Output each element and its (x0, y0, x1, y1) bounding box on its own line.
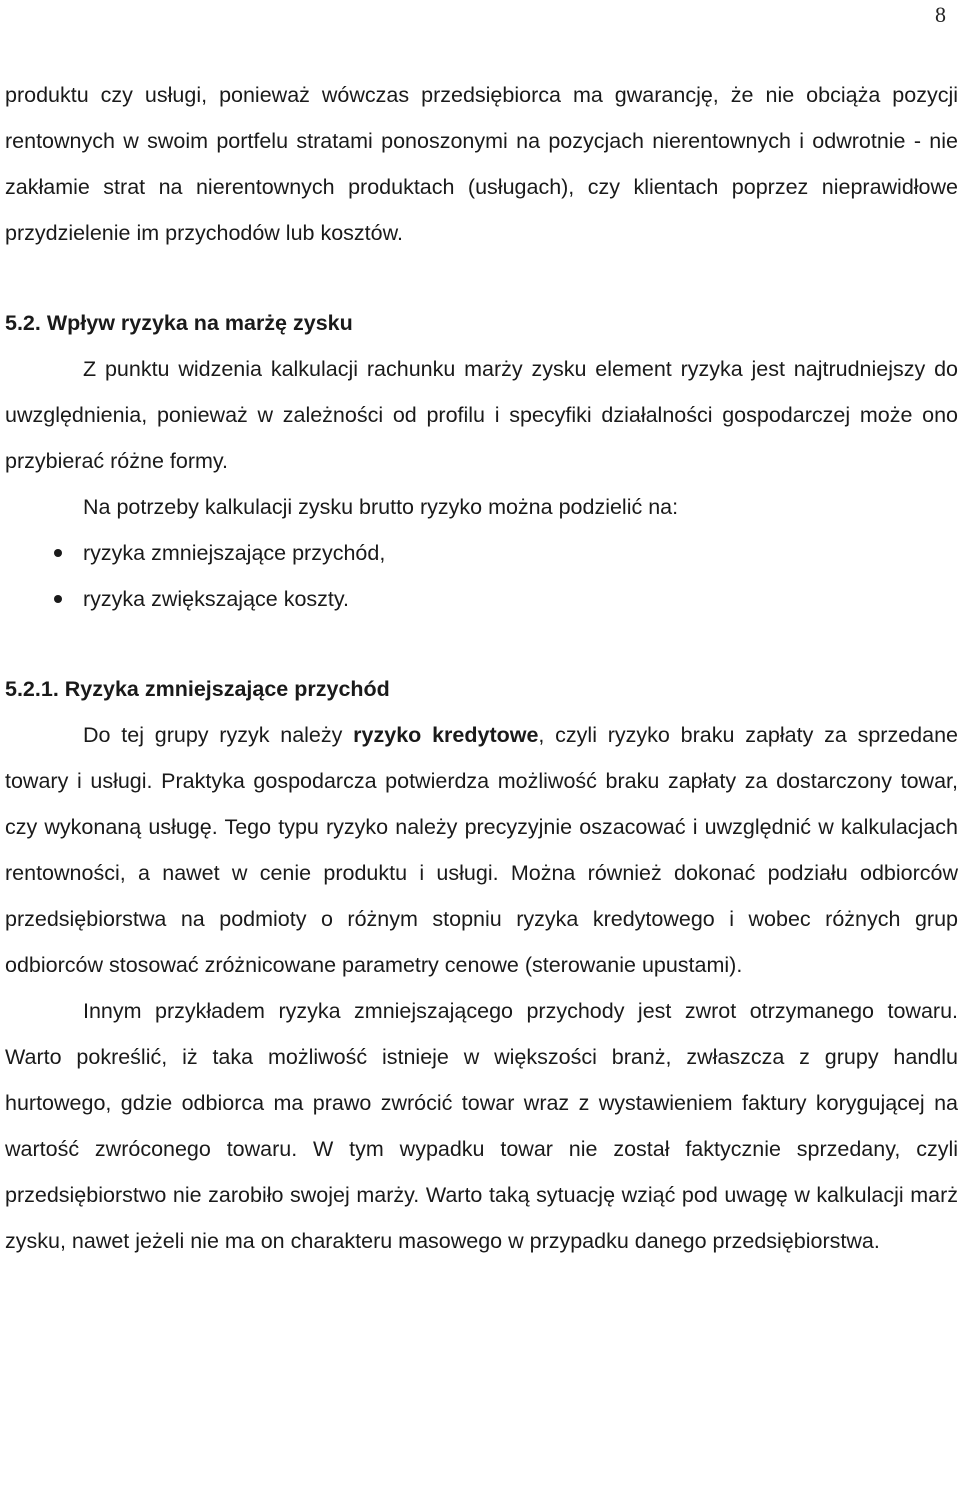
bold-term: ryzyko kredytowe (353, 723, 539, 747)
section-spacer (5, 256, 958, 300)
bullet-icon (54, 595, 62, 603)
section-5-2-1-paragraph-1 (5, 712, 958, 988)
section-heading-5-2-1: 5.2.1. Ryzyka zmniejszające przychód (5, 677, 390, 701)
list-item (5, 576, 958, 622)
section-heading-5-2: 5.2. Wpływ ryzyka na marżę zysku (5, 311, 353, 335)
section-5-2-paragraph-2: Na potrzeby kalkulacji zysku brutto ryzyko można podzielić na: (83, 495, 679, 519)
list-item-text: ryzyka zwiększające koszty. (83, 587, 350, 611)
intro-paragraph: produktu czy usługi, ponieważ wówczas przedsiębiorca ma gwarancję, że nie obciąża pozycji rentownych w swoim portfelu stratami ponoszonymi na pozycjach nierentownych i odwrotnie - nie zakłamie strat na nierentownych produktach (usługach), czy klientach poprzez nieprawidłowe przydzielenie im przychodów lub kosztów. (5, 83, 958, 245)
paragraph-text: , czyli ryzyko braku zapłaty za sprzedane towary i usługi. Praktyka gospodarcza potwierdza możliwość braku zapłaty za dostarczony towar, czy wykonaną usługę. Tego typu ryzyko należy precyzyjnie oszacować i uwzględnić w kalkulacjach rentowności, a nawet w cenie produktu i usługi. Można również dokonać podziału odbiorców przedsiębiorstwa na podmioty o różnym stopniu ryzyka kredytowego i wobec różnych grup odbiorców stosować zróżnicowane parametry cenowe (sterowanie upustami). (5, 723, 958, 977)
paragraph-text: Do tej grupy ryzyk należy (83, 723, 354, 747)
bullet-icon (54, 549, 62, 557)
section-spacer (5, 622, 958, 666)
section-5-2-1-paragraph-2: Innym przykładem ryzyka zmniejszającego przychody jest zwrot otrzymanego towaru. Warto pokreślić, iż taka możliwość istnieje w większości branż, zwłaszcza z grupy handlu hurtowego, gdzie odbiorca ma prawo zwrócić towar wraz z wystawieniem faktury korygującej na wartość zwróconego towaru. W tym wypadku towar nie został faktycznie sprzedany, czyli przedsiębiorstwo nie zarobiło swojej marży. Warto taką sytuację wziąć pod uwagę w kalkulacji marż zysku, nawet jeżeli nie ma on charakteru masowego w przypadku danego przedsiębiorstwa. (5, 999, 958, 1253)
section-5-2-paragraph-1: Z punktu widzenia kalkulacji rachunku marży zysku element ryzyka jest najtrudniejszy do uwzględnienia, ponieważ w zależności od profilu i specyfiki działalności gospodarczej może ono przybierać różne formy. (5, 357, 958, 473)
page-number: 8 (935, 2, 946, 27)
list-item-text: ryzyka zmniejszające przychód, (83, 541, 386, 565)
list-item (5, 530, 958, 576)
risk-bullet-list (5, 530, 958, 622)
document-body (5, 72, 958, 1264)
